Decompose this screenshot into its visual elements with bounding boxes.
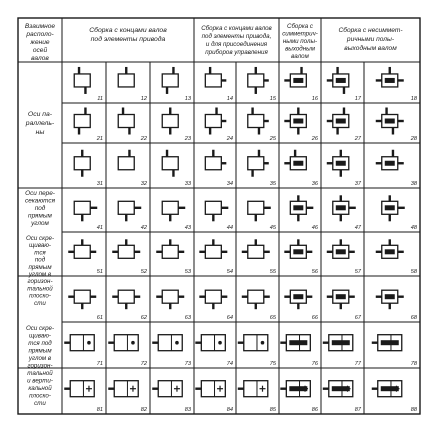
gearbox-body <box>162 290 178 303</box>
gearbox-body <box>205 245 221 258</box>
scheme-number: 25 <box>269 136 276 142</box>
gear-band <box>336 205 346 210</box>
gearbox-body <box>205 201 221 214</box>
schematic-cell <box>327 239 362 275</box>
gearbox-body <box>162 245 178 258</box>
scheme-number: 48 <box>410 225 417 231</box>
gearbox-body <box>205 74 221 87</box>
gear-band <box>293 249 303 254</box>
schematic-cell <box>323 335 362 367</box>
row-label-cross-vertical: углом в <box>28 355 52 362</box>
gearbox-body <box>205 157 221 170</box>
row-label-cross-vertical: щиваю- <box>29 332 51 340</box>
scheme-number: 76 <box>311 361 318 367</box>
row-label-intersect: секаются <box>25 197 55 205</box>
row-label-cross-horizontal: щиваю- <box>29 242 51 250</box>
row-label-intersect: углом <box>31 220 49 227</box>
table-header <box>25 23 403 62</box>
gearbox-body <box>162 201 178 214</box>
schematic-cell <box>376 67 418 102</box>
scheme-number: 77 <box>354 361 361 367</box>
scheme-number: 66 <box>311 315 318 321</box>
schematic-cell <box>280 335 319 367</box>
scheme-number: 74 <box>226 361 233 367</box>
scheme-number: 52 <box>140 269 147 275</box>
schematic-cell <box>118 201 148 231</box>
header-group-b: под элементы привода, <box>201 33 272 40</box>
scheme-number: 57 <box>354 269 361 275</box>
header-axes-position: располо- <box>26 31 54 38</box>
row-label-cross-horizontal: прямым <box>28 263 52 271</box>
schematic-cell <box>74 108 103 143</box>
schematic-cell <box>118 67 148 102</box>
schematic-cell <box>280 381 319 413</box>
scheme-number: 36 <box>311 181 318 187</box>
scheme-number: 67 <box>354 315 361 321</box>
gear-band <box>336 161 346 166</box>
gear-band <box>293 205 303 210</box>
scheme-number: 23 <box>184 136 191 142</box>
scheme-number: 33 <box>184 181 191 187</box>
scheme-number: 34 <box>226 181 233 187</box>
schematic-cell <box>290 195 319 231</box>
gearbox-body <box>248 201 264 214</box>
header-group-b: и для присоединения <box>205 41 268 48</box>
schematic-cell <box>284 290 319 321</box>
row-labels <box>25 111 56 407</box>
schematic-cell <box>242 239 277 275</box>
row-label-intersect: под <box>34 205 46 212</box>
row-label-intersect: Оси пере- <box>25 190 55 197</box>
scheme-number: 65 <box>269 315 276 321</box>
schematic-cell <box>323 381 362 413</box>
header-group-c: выходным <box>285 45 315 53</box>
vertical-shaft-dot <box>175 341 179 345</box>
schematic-cell <box>74 67 103 102</box>
header-axes-position: Взаимное <box>24 23 56 30</box>
vertical-shaft-dot <box>131 341 135 345</box>
vertical-shaft-dot <box>395 341 399 345</box>
schematic-cell <box>248 150 277 187</box>
schematic-cell <box>156 239 192 275</box>
row-label-cross-vertical: плоско- <box>29 392 51 400</box>
scheme-number: 17 <box>354 96 361 102</box>
scheme-number: 35 <box>269 181 276 187</box>
table-cells <box>64 67 418 413</box>
scheme-number: 11 <box>97 96 103 102</box>
gear-band <box>385 161 395 166</box>
header-group-c: симметрич- <box>282 30 318 38</box>
row-label-parallel: ны <box>35 129 45 136</box>
schematic-cell <box>108 381 148 413</box>
schematic-cell <box>64 335 103 367</box>
schematic-cell <box>74 150 103 187</box>
gearbox-body <box>248 74 264 87</box>
vertical-shaft-dot <box>87 341 91 345</box>
schematic-cell <box>64 381 103 413</box>
schematic-cell <box>118 108 148 143</box>
gearbox-body <box>248 115 264 128</box>
scheme-number: 21 <box>96 136 103 142</box>
gear-band <box>293 294 303 299</box>
scheme-number: 55 <box>269 269 276 275</box>
row-label-cross-vertical: горизон- <box>27 362 53 370</box>
scheme-number: 58 <box>410 269 417 275</box>
gearbox-body <box>118 157 134 170</box>
row-label-cross-horizontal: горизон- <box>27 278 53 286</box>
scheme-number: 28 <box>410 136 417 142</box>
header-group-d: ричными полы- <box>346 36 395 43</box>
schematic-cell <box>152 381 192 413</box>
schematic-cell <box>68 239 103 275</box>
header-group-a: Сборка с концами валов <box>89 27 167 34</box>
schematic-cell <box>284 150 319 187</box>
gearbox-body <box>205 115 221 128</box>
gear-band <box>336 119 346 124</box>
scheme-number: 73 <box>184 361 191 367</box>
row-label-cross-horizontal: тальной <box>27 285 53 293</box>
header-group-c: Сборка с <box>286 23 314 30</box>
header-group-d: выходным валом <box>344 45 397 52</box>
schematic-cell <box>162 150 192 187</box>
row-label-parallel: раллель- <box>25 120 55 127</box>
gear-band <box>293 161 303 166</box>
gearbox-body <box>118 201 134 214</box>
vertical-shaft-dot <box>346 341 350 345</box>
row-label-cross-horizontal: под <box>34 256 46 264</box>
scheme-number: 44 <box>226 225 233 231</box>
scheme-number: 22 <box>140 136 147 142</box>
scheme-number: 56 <box>311 269 318 275</box>
row-label-cross-vertical: сти <box>34 400 46 407</box>
scheme-number: 24 <box>226 136 233 142</box>
scheme-number: 72 <box>140 361 147 367</box>
schematic-cell <box>108 335 148 367</box>
header-axes-position: осей <box>32 47 48 54</box>
gearbox-body <box>74 115 90 128</box>
scheme-number: 16 <box>311 96 318 102</box>
scheme-number: 41 <box>96 225 103 231</box>
gearbox-body <box>162 115 178 128</box>
schematic-cell <box>327 150 362 187</box>
scheme-number: 87 <box>354 407 361 413</box>
schematic-cell <box>112 239 148 275</box>
gear-band <box>385 249 395 254</box>
row-label-cross-vertical: Оси скре- <box>25 325 55 332</box>
schematic-cell <box>205 108 233 143</box>
header-group-a: под элементы привода <box>90 36 166 43</box>
vertical-shaft-dot <box>261 341 265 345</box>
scheme-number: 15 <box>269 96 276 102</box>
schematic-cell <box>156 290 192 321</box>
header-group-b: приборов управления <box>205 49 268 56</box>
header-group-c: ными полы- <box>282 38 318 45</box>
scheme-number: 64 <box>226 315 233 321</box>
schematic-cell <box>112 290 148 321</box>
scheme-number: 86 <box>311 407 318 413</box>
scheme-number: 38 <box>410 181 417 187</box>
scheme-number: 31 <box>96 181 103 187</box>
row-label-cross-horizontal: Оси скре- <box>25 235 55 242</box>
scheme-number: 75 <box>269 361 276 367</box>
gearbox-body <box>118 245 134 258</box>
gear-band <box>385 119 395 124</box>
scheme-number: 46 <box>311 225 318 231</box>
row-label-parallel: Оси па- <box>27 111 53 118</box>
row-label-intersect: прямым <box>28 212 52 220</box>
scheme-number: 53 <box>184 269 191 275</box>
gear-band <box>293 119 303 124</box>
row-label-cross-horizontal: тся <box>34 249 46 257</box>
schematic-cell <box>205 201 233 231</box>
gear-band <box>385 78 395 83</box>
row-label-cross-horizontal: углом в <box>28 271 52 278</box>
scheme-number: 18 <box>410 96 417 102</box>
scheme-number: 14 <box>226 96 233 102</box>
scheme-number: 47 <box>354 225 361 231</box>
schematic-cell <box>376 290 418 321</box>
gearbox-body <box>74 74 90 87</box>
schematic-cell <box>68 290 103 321</box>
scheme-number: 43 <box>184 225 191 231</box>
gear-band <box>336 249 346 254</box>
schematic-cell <box>382 195 418 231</box>
schematic-cell <box>248 67 277 102</box>
schematic-cell <box>333 195 362 231</box>
gearbox-body <box>74 245 90 258</box>
gearbox-body <box>205 290 221 303</box>
header-group-c: валом <box>291 53 309 60</box>
schematic-cell <box>74 201 103 231</box>
schematic-cell <box>242 290 277 321</box>
schematic-cell <box>238 381 277 413</box>
gearbox-body <box>74 201 90 214</box>
scheme-number: 63 <box>184 315 191 321</box>
schematic-cell <box>372 335 418 367</box>
schematic-cell <box>284 239 319 275</box>
schematic-cell <box>284 108 319 143</box>
gearbox-body <box>248 290 264 303</box>
scheme-number: 61 <box>96 315 103 321</box>
row-label-cross-vertical: и верти- <box>27 377 53 385</box>
scheme-number: 45 <box>269 225 276 231</box>
scheme-number: 83 <box>184 407 191 413</box>
schematic-cell <box>376 239 418 275</box>
scheme-number: 81 <box>96 407 103 413</box>
scheme-number: 12 <box>140 96 147 102</box>
gear-band <box>293 78 303 83</box>
row-label-cross-vertical: тся под <box>28 340 52 347</box>
schematic-cell <box>205 67 233 102</box>
schematic-cell <box>199 290 233 321</box>
scheme-number: 26 <box>311 136 318 142</box>
schematic-cell <box>162 201 192 231</box>
scheme-number: 82 <box>140 407 147 413</box>
scheme-number: 37 <box>354 181 361 187</box>
schematic-cell <box>195 335 233 367</box>
schematic-cell <box>327 67 362 102</box>
gear-band <box>385 294 395 299</box>
schematic-cell <box>376 108 418 143</box>
gear-band <box>336 294 346 299</box>
schematic-cell <box>372 381 418 413</box>
gearbox-body <box>248 245 264 258</box>
gearbox-body <box>162 74 178 87</box>
gear-band <box>336 78 346 83</box>
schematic-cell <box>238 335 277 367</box>
gearbox-body <box>118 74 134 87</box>
row-label-cross-vertical: тальной <box>27 370 53 377</box>
gearbox-body <box>248 157 264 170</box>
gearbox-body <box>74 290 90 303</box>
schematic-cell <box>248 108 277 143</box>
schematic-cell <box>327 290 362 321</box>
header-axes-position: валов <box>31 55 49 62</box>
scheme-number: 42 <box>140 225 147 231</box>
gearbox-body <box>118 115 134 128</box>
vertical-shaft-dot <box>303 341 307 345</box>
scheme-number: 85 <box>269 407 276 413</box>
schematic-cell <box>199 239 233 275</box>
row-label-cross-horizontal: плоско- <box>29 292 51 300</box>
schematic-cell <box>162 108 192 143</box>
schematic-cell <box>205 150 233 187</box>
gear-band <box>385 205 395 210</box>
schematic-cell <box>376 150 418 187</box>
schematic-cell <box>162 67 192 102</box>
gearbox-body <box>162 157 178 170</box>
scheme-number: 54 <box>226 269 233 275</box>
schematic-cell <box>248 201 277 231</box>
header-group-b: Сборка с концами валов <box>201 25 272 32</box>
vertical-shaft-dot <box>218 341 222 345</box>
row-label-cross-horizontal: сти <box>34 299 46 307</box>
gearbox-body <box>74 157 90 170</box>
schematic-cell <box>284 67 319 102</box>
header-axes-position: жение <box>30 39 50 46</box>
schematic-cell <box>118 150 148 187</box>
schematic-cell <box>152 335 192 367</box>
scheme-number: 78 <box>410 361 417 367</box>
schematic-cell <box>327 108 362 143</box>
gearbox-body <box>118 290 134 303</box>
schematic-cell <box>195 381 233 413</box>
scheme-number: 13 <box>184 96 191 102</box>
scheme-number: 62 <box>140 315 147 321</box>
scheme-number: 27 <box>354 136 361 142</box>
scheme-number: 88 <box>410 407 417 413</box>
row-label-cross-vertical: кальной <box>28 385 52 392</box>
row-label-cross-vertical: прямым <box>28 347 52 355</box>
scheme-number: 71 <box>96 361 103 367</box>
scheme-number: 68 <box>410 315 417 321</box>
scheme-number: 84 <box>226 407 233 413</box>
header-group-d: Сборка с несиммет- <box>338 27 403 34</box>
scheme-number: 51 <box>96 269 103 275</box>
scheme-number: 32 <box>140 181 147 187</box>
